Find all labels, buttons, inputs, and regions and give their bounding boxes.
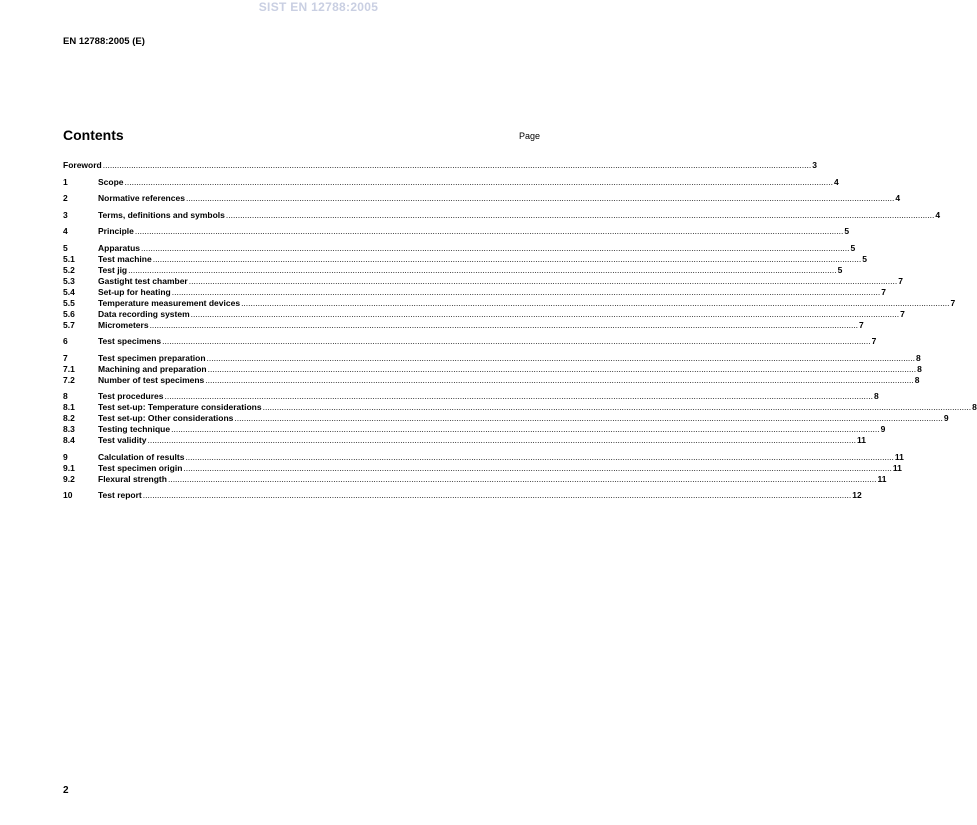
toc-group	[63, 451, 904, 485]
toc-entry[interactable]	[63, 297, 956, 309]
toc-leader-dots: ............................................................................................................................................................................................................................................................................................................	[134, 226, 844, 236]
toc-leader-dots: ............................................................................................................................................................................................................................................................................................................	[190, 308, 900, 319]
toc-entry[interactable]	[63, 226, 850, 237]
toc-entry[interactable]	[63, 242, 856, 254]
toc-entry[interactable]	[63, 374, 920, 386]
toc-entry-number: 5.4	[63, 286, 75, 297]
toc-entry-number: 5.3	[63, 275, 75, 286]
toc-entry-number: 8.4	[63, 435, 75, 445]
toc-group	[63, 242, 956, 331]
toc-entry-number: 8.1	[63, 402, 75, 412]
toc-entry-page: 5	[862, 253, 867, 264]
toc-leader-dots: ............................................................................................................................................................................................................................................................................................................	[141, 242, 850, 253]
toc-leader-dots: ............................................................................................................................................................................................................................................................................................................	[142, 490, 852, 500]
toc-entry-page: 4	[935, 209, 941, 220]
toc-entry[interactable]	[63, 286, 886, 298]
toc-entry-number: 8	[63, 391, 68, 401]
toc-entry-number: 7.1	[63, 363, 75, 374]
toc-entry-page: 12	[852, 490, 862, 500]
toc-entry-page: 8	[914, 374, 920, 385]
toc-leader-dots: ............................................................................................................................................................................................................................................................................................................	[234, 413, 943, 423]
toc-entry-number: 5.1	[63, 253, 75, 264]
toc-entry-page: 5	[844, 226, 850, 236]
toc-leader-dots: ............................................................................................................................................................................................................................................................................................................	[185, 193, 895, 203]
toc-entry-title: Micrometers	[98, 319, 149, 330]
toc-entry-title: Testing technique	[98, 424, 171, 434]
toc-entry-page: 8	[972, 402, 977, 412]
toc-group	[63, 193, 901, 204]
toc-entry[interactable]	[63, 413, 949, 424]
toc-entry-number: 3	[63, 209, 68, 220]
toc-leader-dots: ............................................................................................................................................................................................................................................................................................................	[147, 435, 856, 445]
toc-entry-title: Principle	[98, 226, 134, 236]
toc-entry-title: Test set-up: Temperature considerations	[98, 402, 262, 412]
toc-leader-dots: ............................................................................................................................................................................................................................................................................................................	[149, 319, 859, 330]
toc-entry-page: 9	[880, 424, 886, 434]
toc-leader-dots: ............................................................................................................................................................................................................................................................................................................	[185, 451, 894, 462]
toc-entry-number: 5.6	[63, 308, 75, 319]
toc-entry-number: 8.3	[63, 424, 75, 434]
toc-entry-title: Test validity	[98, 435, 147, 445]
toc-entry-number: 10	[63, 490, 73, 500]
toc-leader-dots: ............................................................................................................................................................................................................................................................................................................	[102, 160, 812, 170]
toc-entry[interactable]	[63, 473, 887, 485]
toc-entry-number: 9	[63, 451, 68, 462]
toc-entry-title: Flexural strength	[98, 473, 167, 484]
toc-entry-number: 6	[63, 336, 68, 346]
toc-entry-number: 2	[63, 193, 68, 203]
toc-entry-page: 7	[898, 275, 903, 286]
toc-group	[63, 490, 862, 501]
toc-entry-page: 7	[900, 308, 905, 319]
toc-leader-dots: ............................................................................................................................................................................................................................................................................................................	[207, 363, 917, 374]
toc-entry-title: Scope	[98, 176, 124, 187]
toc-entry-page: 7	[859, 319, 864, 330]
toc-entry[interactable]	[63, 352, 921, 364]
toc-entry[interactable]	[63, 176, 839, 188]
toc-leader-dots: ............................................................................................................................................................................................................................................................................................................	[124, 176, 833, 187]
toc-entry-title: Set-up for heating	[98, 286, 171, 297]
toc-entry-title: Test set-up: Other considerations	[98, 413, 234, 423]
toc-entry-title: Gastight test chamber	[98, 275, 188, 286]
toc-entry-title: Test machine	[98, 253, 152, 264]
toc-entry-page: 5	[837, 264, 843, 275]
toc-entry[interactable]	[63, 391, 879, 402]
toc-entry-number: 5.7	[63, 319, 75, 330]
page-number: 2	[63, 785, 69, 796]
toc-entry-title: Test report	[98, 490, 142, 500]
toc-entry[interactable]	[63, 402, 977, 413]
toc-entry-number: 5.5	[63, 297, 75, 308]
toc-leader-dots: ............................................................................................................................................................................................................................................................................................................	[188, 275, 898, 286]
toc-entry-page: 7	[871, 336, 877, 346]
toc-entry[interactable]	[63, 319, 864, 331]
toc-entry-title: Number of test specimens	[98, 374, 205, 385]
toc-entry-page: 4	[834, 176, 839, 187]
toc-entry[interactable]	[63, 363, 922, 375]
toc-entry-number: 1	[63, 176, 68, 187]
toc-entry-page: 11	[892, 462, 902, 473]
toc-leader-dots: ............................................................................................................................................................................................................................................................................................................	[167, 473, 877, 484]
toc-entry-title: Terms, definitions and symbols	[98, 209, 225, 220]
contents-heading: Contents	[63, 127, 124, 143]
toc-leader-dots: ............................................................................................................................................................................................................................................................................................................	[225, 209, 935, 220]
watermark: SIST EN 12788:2005	[258, 0, 379, 14]
toc-entry[interactable]	[63, 435, 866, 446]
toc-entry[interactable]	[63, 264, 843, 276]
toc-leader-dots: ............................................................................................................................................................................................................................................................................................................	[183, 462, 892, 473]
toc-entry-page: 8	[917, 363, 922, 374]
toc-entry-title: Test procedures	[98, 391, 164, 401]
toc-entry-number: 9.1	[63, 462, 75, 473]
toc-entry-title: Test jig	[98, 264, 128, 275]
toc-leader-dots: ............................................................................................................................................................................................................................................................................................................	[171, 424, 880, 434]
toc-entry-title: Test specimen preparation	[98, 352, 206, 363]
page-column-label: Page	[518, 131, 540, 141]
toc-entry-title: Test specimens	[98, 336, 162, 346]
toc-entry[interactable]	[63, 160, 817, 171]
toc-leader-dots: ............................................................................................................................................................................................................................................................................................................	[162, 336, 871, 346]
toc-group	[63, 160, 817, 171]
toc-entry[interactable]	[63, 253, 867, 265]
toc-entry-page: 7	[881, 286, 886, 297]
toc-group	[63, 226, 850, 237]
toc-entry-title: Apparatus	[98, 242, 141, 253]
document-id: EN 12788:2005 (E)	[63, 36, 145, 47]
toc-leader-dots: ............................................................................................................................................................................................................................................................................................................	[152, 253, 862, 264]
toc-entry-page: 11	[856, 435, 866, 445]
toc-entry-title: Machining and preparation	[98, 363, 207, 374]
toc-entry-page: 9	[943, 413, 949, 423]
toc-entry[interactable]	[63, 209, 941, 221]
toc-entry-page: 8	[916, 352, 921, 363]
toc-entry[interactable]	[63, 424, 886, 435]
toc-group	[63, 336, 877, 347]
toc-entry-page: 3	[812, 160, 817, 170]
toc-entry-number: 5	[63, 242, 68, 253]
toc-group	[63, 391, 977, 446]
toc-entry-number: 4	[63, 226, 68, 236]
table-of-contents	[63, 160, 977, 507]
toc-entry-title: Test specimen origin	[98, 462, 183, 473]
toc-leader-dots: ............................................................................................................................................................................................................................................................................................................	[262, 402, 972, 412]
toc-entry[interactable]	[63, 490, 862, 501]
toc-leader-dots: ............................................................................................................................................................................................................................................................................................................	[241, 297, 950, 308]
toc-leader-dots: ............................................................................................................................................................................................................................................................................................................	[206, 352, 916, 363]
toc-entry-number: 9.2	[63, 473, 75, 484]
toc-entry-number: 7.2	[63, 374, 75, 385]
toc-entry[interactable]	[63, 462, 902, 474]
toc-entry-number: 7	[63, 352, 68, 363]
toc-group	[63, 176, 839, 188]
toc-leader-dots: ............................................................................................................................................................................................................................................................................................................	[171, 286, 881, 297]
toc-entry-title: Calculation of results	[98, 451, 185, 462]
toc-entry-number: 8.2	[63, 413, 75, 423]
toc-leader-dots: ............................................................................................................................................................................................................................................................................................................	[164, 391, 873, 401]
toc-entry-page: 4	[895, 193, 901, 203]
toc-entry-number: 5.2	[63, 264, 75, 275]
toc-entry-title: Data recording system	[98, 308, 190, 319]
toc-entry-page: 8	[874, 391, 879, 401]
toc-group	[63, 209, 941, 221]
toc-leader-dots: ............................................................................................................................................................................................................................................................................................................	[205, 374, 914, 385]
toc-entry[interactable]	[63, 308, 905, 320]
toc-entry[interactable]	[63, 336, 877, 347]
toc-entry-page: 5	[850, 242, 856, 253]
toc-entry[interactable]	[63, 275, 903, 287]
toc-entry[interactable]	[63, 193, 901, 204]
toc-entry-title: Normative references	[98, 193, 185, 203]
toc-group	[63, 352, 922, 386]
toc-leader-dots: ............................................................................................................................................................................................................................................................................................................	[128, 264, 837, 275]
toc-entry-title: Temperature measurement devices	[98, 297, 241, 308]
toc-entry-page: 11	[877, 473, 887, 484]
toc-entry[interactable]	[63, 451, 904, 463]
toc-entry-title: Foreword	[63, 160, 102, 170]
toc-entry-page: 11	[894, 451, 904, 462]
toc-entry-page: 7	[950, 297, 956, 308]
